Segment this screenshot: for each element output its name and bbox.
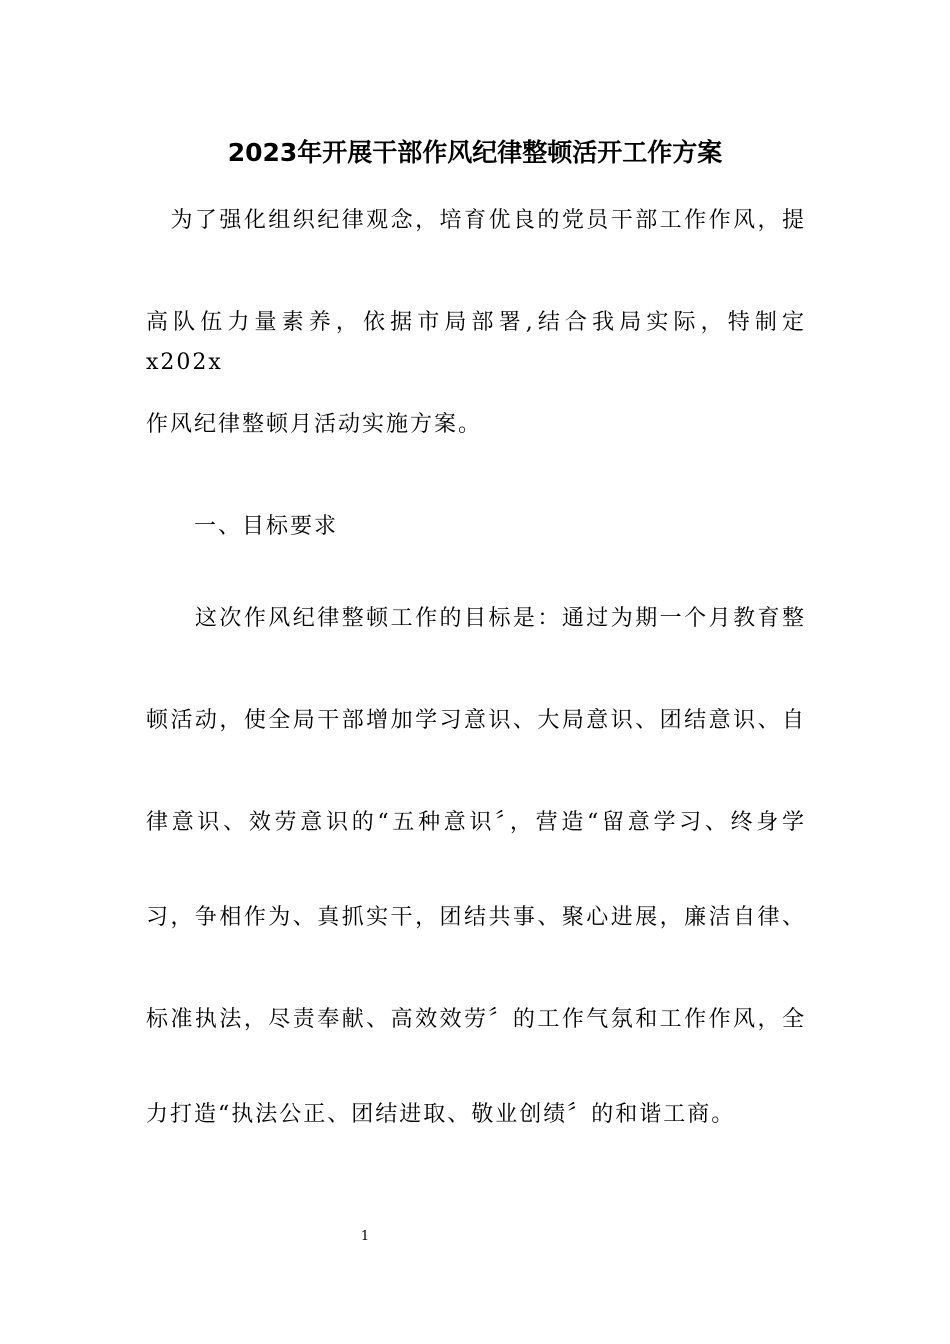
page-number: 1 (360, 1229, 370, 1244)
paragraph-line: 习，争相作为、真抓实干，团结共事、聚心进展，廉洁自律、 (146, 905, 806, 930)
paragraph-line: 高队伍力量素养，依据市局部署,结合我局实际，特制定x202x (146, 310, 806, 375)
document-title: 2023年开展干部作风纪律整顿活开工作方案 (227, 138, 723, 167)
paragraph-line: 这次作风纪律整顿工作的目标是：通过为期一个月教育整 (146, 606, 806, 631)
section-heading: 一、目标要求 (146, 514, 339, 539)
paragraph-line: 律意识、效劳意识的“五种意识〞，营造“留意学习、终身学 (146, 810, 806, 835)
paragraph-line: 标准执法，尽责奉献、高效效劳〞的工作气氛和工作作风，全 (146, 1007, 806, 1032)
paragraph-line: 为了强化组织纪律观念，培育优良的党员干部工作作风，提 (146, 208, 806, 233)
paragraph-line: 力打造“执法公正、团结进取、敬业创绩〞的和谐工商。 (146, 1102, 736, 1127)
paragraph-line: 顿活动，使全局干部增加学习意识、大局意识、团结意识、自 (146, 708, 806, 733)
paragraph-line: 作风纪律整顿月活动实施方案。 (146, 412, 483, 437)
